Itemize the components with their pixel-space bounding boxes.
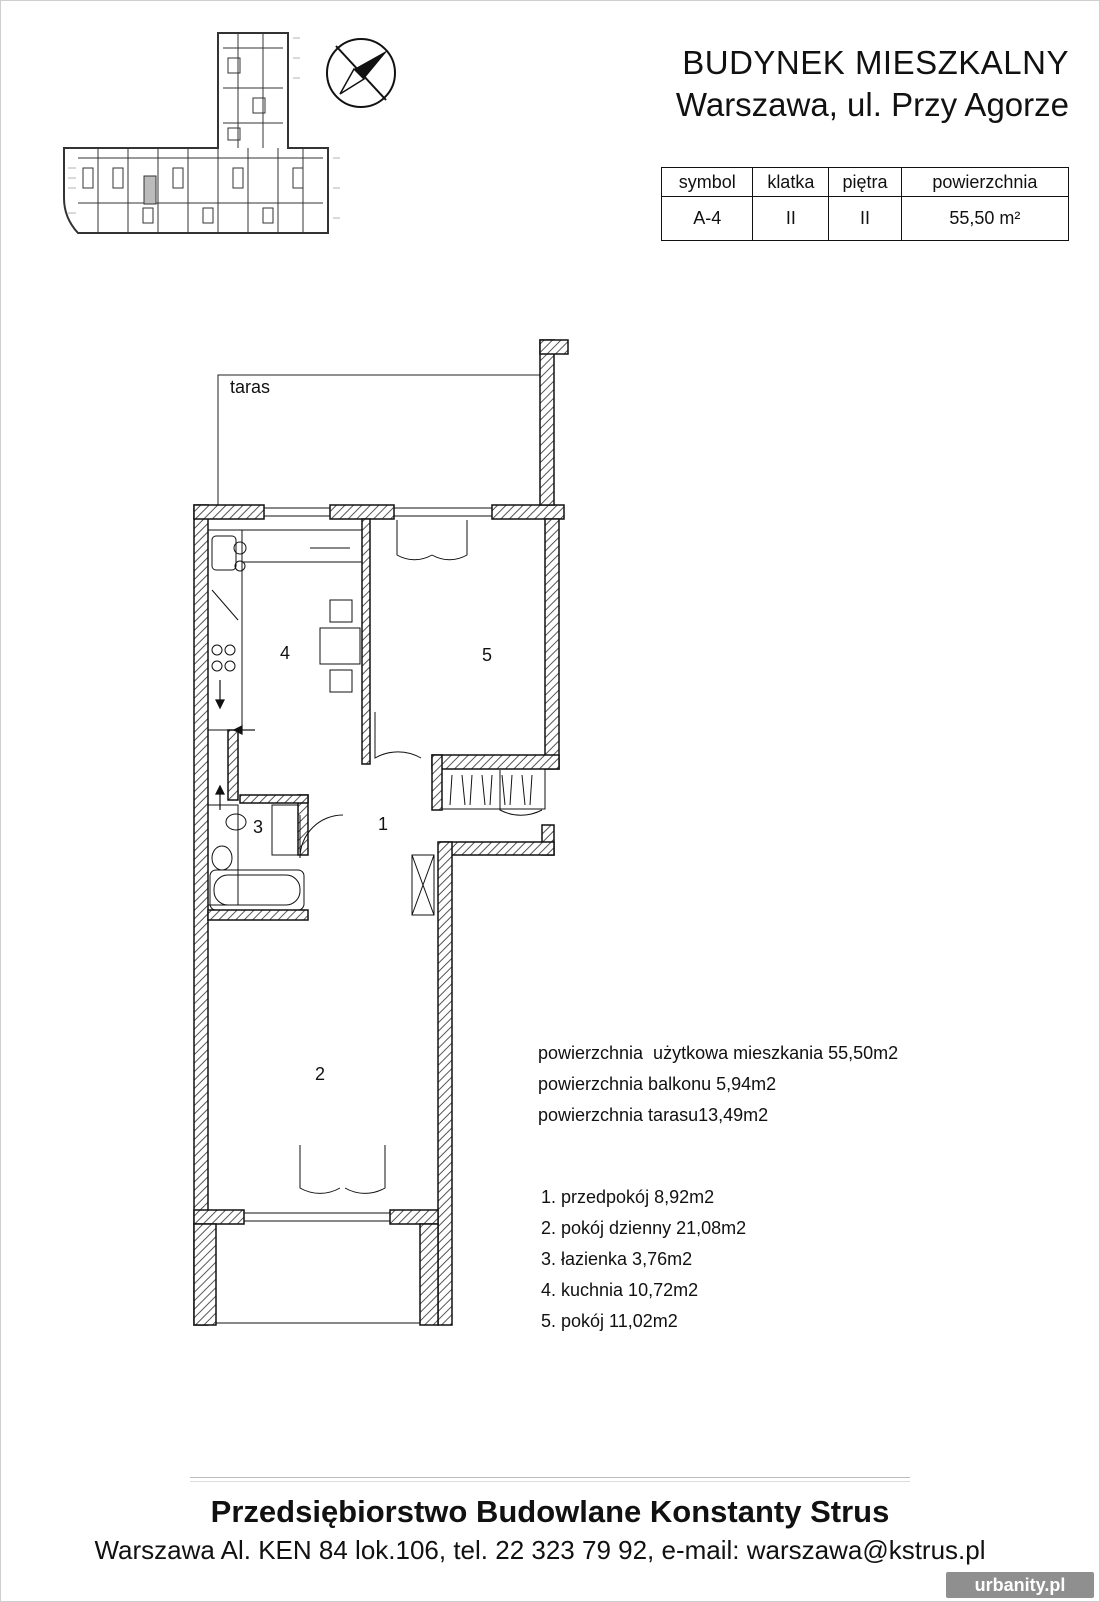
footer-divider-secondary: [190, 1481, 910, 1482]
title-block: [676, 42, 1069, 126]
unit-info-values-row: [662, 197, 1069, 241]
room-number-1: 1: [378, 814, 389, 834]
header-powierzchnia: powierzchnia: [901, 168, 1068, 197]
header-symbol: symbol: [662, 168, 753, 197]
unit-info-header-row: [662, 168, 1069, 197]
watermark-badge: urbanity.pl: [946, 1572, 1094, 1598]
room-list-item: 4. kuchnia 10,72m2: [541, 1280, 699, 1300]
building-address: Warszawa, ul. Przy Agorze: [675, 86, 1069, 123]
company-name: Przedsiębiorstwo Budowlane Konstanty Strus: [210, 1494, 890, 1529]
value-pietra: II: [829, 197, 902, 241]
room-numbers: [253, 643, 492, 1084]
room-number-5: 5: [482, 645, 493, 665]
header-pietra: piętra: [829, 168, 902, 197]
room-number-3: 3: [253, 817, 264, 837]
room-number-2: 2: [315, 1064, 326, 1084]
building-key-plan: [58, 28, 348, 250]
value-powierzchnia: 55,50 m²: [901, 197, 1068, 241]
highlighted-unit-marker: [144, 176, 156, 204]
room-list-item: 5. pokój 11,02m2: [541, 1311, 678, 1331]
balcony-area: powierzchnia balkonu 5,94m2: [538, 1074, 777, 1094]
north-arrow-icon: [324, 36, 398, 110]
room-list-item: 2. pokój dzienny 21,08m2: [541, 1218, 747, 1238]
doors: [300, 520, 542, 1193]
terrace: [218, 375, 540, 508]
room-list: [541, 1182, 746, 1337]
company-contact: Warszawa Al. KEN 84 lok.106, tel. 22 323 79 92, e-mail: warszawa@kstrus.pl: [94, 1535, 986, 1565]
terrace-label: taras: [230, 377, 271, 397]
footer-divider: [190, 1477, 910, 1478]
header-klatka: klatka: [753, 168, 829, 197]
terrace-area: powierzchnia tarasu13,49m2: [538, 1105, 769, 1125]
value-symbol: A-4: [662, 197, 753, 241]
building-title: BUDYNEK MIESZKALNY: [682, 44, 1069, 81]
room-list-item: 3. łazienka 3,76m2: [541, 1249, 693, 1269]
room-list-item: 1. przedpokój 8,92m2: [541, 1187, 715, 1207]
value-klatka: II: [753, 197, 829, 241]
unit-info-table: [661, 167, 1069, 241]
usable-area: powierzchnia użytkowa mieszkania 55,50m2: [538, 1043, 899, 1063]
kitchen-fixtures: [208, 530, 362, 730]
apartment-floor-plan: [180, 330, 600, 1340]
area-summary: [538, 1038, 898, 1131]
room-number-4: 4: [280, 643, 291, 663]
